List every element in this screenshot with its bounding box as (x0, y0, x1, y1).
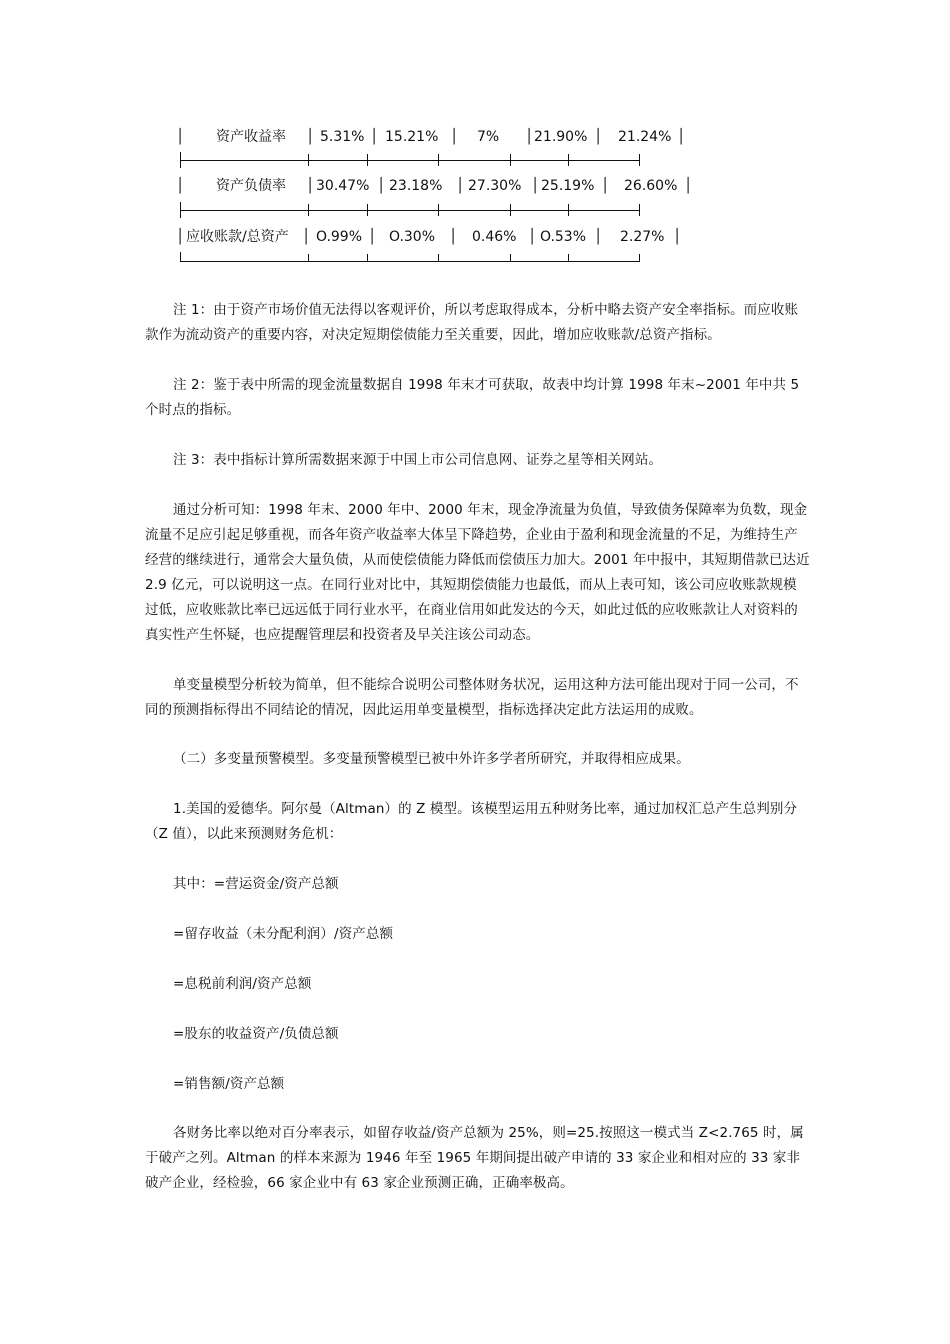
table-bottom-border (180, 261, 640, 262)
table-border-bar: │ (525, 129, 534, 145)
table-row (0, 175, 950, 197)
table-divider-tick (308, 254, 309, 262)
table-border-bar: │ (456, 178, 465, 194)
note-1: 注 1：由于资产市场价值无法得以客观评价，所以考虑取得成本，分析中略去资产安全率指标。而应收账款作为流动资产的重要内容，对决定短期偿债能力至关重要，因此，增加应收账款/总资产指标。 (145, 302, 799, 343)
table-divider-tick (367, 154, 368, 166)
table-border-bar: │ (368, 229, 377, 245)
table-cell: O.30% (389, 229, 436, 245)
formula-line: 其中：=营运资金/资产总额 (173, 876, 339, 892)
table-row (0, 126, 950, 148)
table-divider-tick (367, 204, 368, 216)
table-border-bar: │ (677, 129, 686, 145)
table-border-bar: │ (370, 129, 379, 145)
table-row (0, 226, 950, 248)
table-divider-tick (568, 204, 569, 216)
formula-line: =股东的收益资产/负债总额 (173, 1026, 339, 1042)
table-border-bar: │ (450, 129, 459, 145)
table-divider-tick (367, 254, 368, 262)
table-border-bar: │ (601, 178, 610, 194)
table-border-bar: │ (684, 178, 693, 194)
table-divider-tick (639, 204, 640, 216)
table-divider-tick (510, 254, 511, 262)
table-border-bar: │ (449, 229, 458, 245)
table-cell: 30.47% (316, 178, 370, 194)
table-divider (180, 160, 640, 161)
table-divider-tick (568, 154, 569, 166)
table-divider-tick (308, 204, 309, 216)
table-border-bar: │ (302, 229, 311, 245)
table-cell: 0.46% (472, 229, 517, 245)
table-border-bar: │ (306, 178, 315, 194)
table-cell: 15.21% (385, 129, 439, 145)
note-2: 注 2：鉴于表中所需的现金流量数据自 1998 年末才可获取，故表中均计算 1998 年末~2001 年中共 5 个时点的指标。 (145, 377, 800, 418)
table-cell: O.99% (316, 229, 363, 245)
table-cell: 26.60% (624, 178, 678, 194)
table-cell: 21.90% (534, 129, 588, 145)
table-divider-tick (180, 252, 181, 262)
table-cell: 5.31% (320, 129, 365, 145)
table-row-label: 资产收益率 (216, 129, 286, 145)
table-border-bar: │ (176, 129, 185, 145)
table-divider-tick (308, 154, 309, 166)
table-border-bar: │ (176, 178, 185, 194)
table-divider-tick (510, 204, 511, 216)
table-cell: 23.18% (389, 178, 443, 194)
table-divider-tick (180, 202, 181, 218)
table-divider-tick (180, 152, 181, 168)
formula-line: =留存收益（未分配利润）/资产总额 (173, 926, 394, 942)
table-divider (180, 210, 640, 211)
formula-line: =息税前利润/资产总额 (173, 976, 312, 992)
table-border-bar: │ (306, 129, 315, 145)
table-cell: 2.27% (620, 229, 665, 245)
table-border-bar: │ (594, 129, 603, 145)
table-divider-tick (568, 254, 569, 262)
table-divider-tick (510, 154, 511, 166)
table-cell: 7% (477, 129, 500, 145)
table-cell: 25.19% (541, 178, 595, 194)
table-border-bar: │ (528, 229, 537, 245)
analysis-paragraph: 通过分析可知：1998 年末、2000 年中、2000 年末，现金净流量为负值，导致债务保障率为负数，现金流量不足应引起足够重视，而各年资产收益率大体呈下降趋势，企业由于盈利和现金流量的不足，为维持生产经营的继续进行，通常会大量负债，从而使偿债能力降低而偿债压力加大。2001 年中报中，其短期借款已达近 2.9 亿元，可以说明这一点。在同行业对比中，其短期偿债能力也最低，而从上表可知，该公司应收账款规模过低，应收账款比率已远远低于同行业水平，在商业信用如此发达的今天，如此过低的应收账款让人对资料的真实性产生怀疑，也应提醒管理层和投资者及早关注该公司动态。 (145, 502, 810, 643)
table-border-bar: │ (531, 178, 540, 194)
table-border-bar: │ (594, 229, 603, 245)
table-divider-tick (639, 154, 640, 166)
univariate-paragraph: 单变量模型分析较为简单，但不能综合说明公司整体财务状况，运用这种方法可能出现对于同一公司，不同的预测指标得出不同结论的情况，因此运用单变量模型，指标选择决定此方法运用的成败。 (145, 677, 799, 718)
table-divider-tick (639, 254, 640, 262)
table-row-label: 应收账款/总资产 (186, 229, 289, 245)
altman-intro-paragraph: 1.美国的爱德华。阿尔曼（Altman）的 Z 模型。该模型运用五种财务比率，通过加权汇总产生总判别分（Z 值），以此来预测财务危机： (145, 801, 798, 842)
table-cell: 27.30% (468, 178, 522, 194)
table-border-bar: │ (377, 178, 386, 194)
table-border-bar: │ (176, 229, 185, 245)
table-border-bar: │ (673, 229, 682, 245)
multivariate-heading: （二）多变量预警模型。多变量预警模型已被中外许多学者所研究，并取得相应成果。 (173, 751, 690, 767)
note-3: 注 3：表中指标计算所需数据来源于中国上市公司信息网、证券之星等相关网站。 (173, 452, 663, 468)
table-cell: O.53% (540, 229, 587, 245)
table-divider-tick (438, 204, 439, 216)
table-row-label: 资产负债率 (216, 178, 286, 194)
formula-line: =销售额/资产总额 (173, 1076, 285, 1092)
table-divider-tick (438, 154, 439, 166)
table-divider-tick (438, 254, 439, 262)
altman-result-paragraph: 各财务比率以绝对百分率表示，如留存收益/资产总额为 25%，则=25.按照这一模式当 Z<2.765 时，属于破产之列。Altman 的样本来源为 1946 年至 1965 年期间提出破产申请的 33 家企业和相对应的 33 家非破产企业，经检验，66 家企业中有 63 家企业预测正确，正确率极高。 (145, 1125, 804, 1191)
table-cell: 21.24% (618, 129, 672, 145)
